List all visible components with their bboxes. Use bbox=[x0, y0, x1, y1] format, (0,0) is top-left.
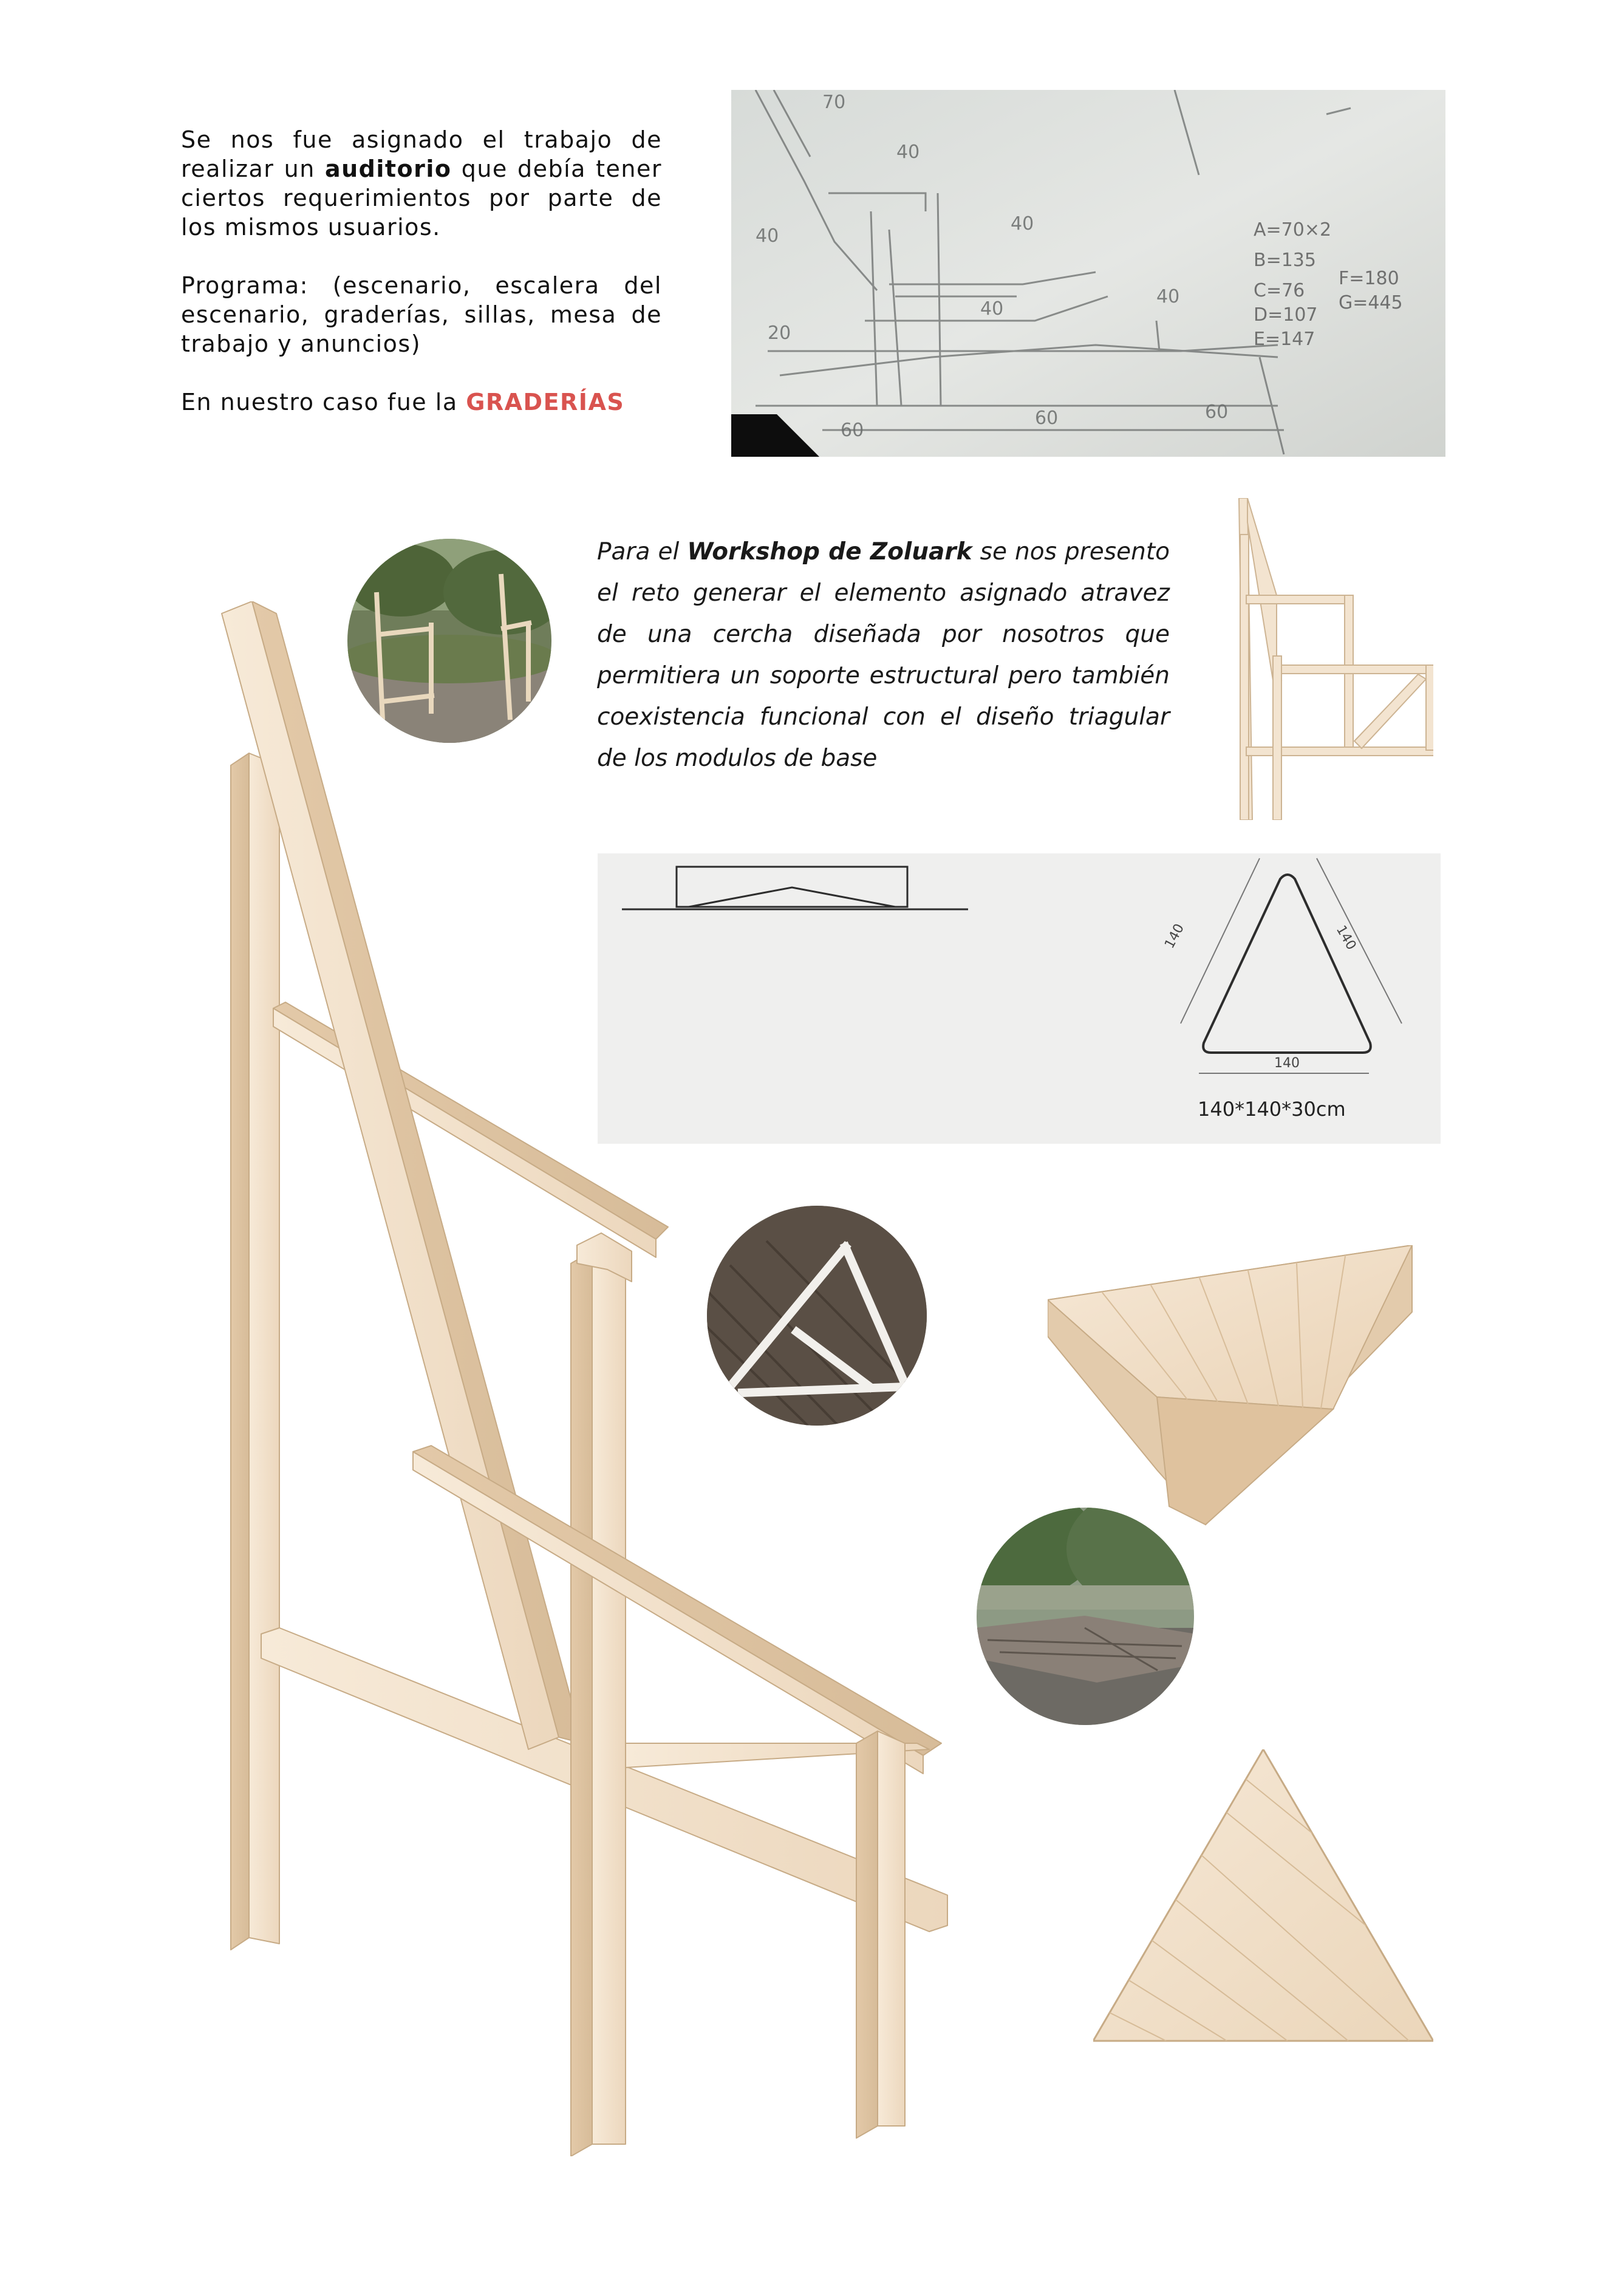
svg-text:F=180: F=180 bbox=[1339, 268, 1399, 289]
svg-text:140: 140 bbox=[1274, 1056, 1300, 1071]
svg-text:D=107: D=107 bbox=[1254, 304, 1318, 326]
intro-text bbox=[181, 125, 662, 446]
truss-elevation-render bbox=[1233, 498, 1433, 820]
photo-deck-modules bbox=[975, 1506, 1195, 1726]
auditorio-highlight: auditorio bbox=[324, 155, 452, 182]
svg-text:60: 60 bbox=[841, 420, 864, 441]
svg-text:B=135: B=135 bbox=[1254, 250, 1316, 271]
svg-text:20: 20 bbox=[768, 323, 791, 344]
wooden-truss-render bbox=[213, 601, 966, 2156]
intro-paragraph-case: En nuestro caso fue la GRADERÍAS bbox=[181, 389, 625, 415]
workshop-name: Workshop de Zoluark bbox=[687, 538, 972, 565]
triangle-module-plan-render bbox=[1093, 1749, 1433, 2047]
svg-text:E=147: E=147 bbox=[1254, 329, 1315, 350]
svg-text:C=76: C=76 bbox=[1254, 280, 1305, 301]
svg-text:70: 70 bbox=[822, 92, 846, 113]
svg-text:40: 40 bbox=[896, 142, 920, 163]
intro-paragraph-program: Programa: (escenario, escalera del escenario, graderías, sillas, mesa de trabajo y anuncios) bbox=[181, 272, 662, 357]
svg-text:40: 40 bbox=[1011, 213, 1034, 234]
graderias-highlight: GRADERÍAS bbox=[466, 389, 625, 415]
svg-text:40: 40 bbox=[756, 225, 779, 247]
module-dimensions-label: 140*140*30cm bbox=[1198, 1098, 1346, 1121]
svg-text:G=445: G=445 bbox=[1339, 292, 1403, 313]
hand-sketch-image bbox=[731, 90, 1445, 457]
svg-text:140: 140 bbox=[1332, 923, 1359, 953]
svg-text:140: 140 bbox=[1162, 921, 1188, 951]
svg-text:40: 40 bbox=[1156, 286, 1180, 307]
svg-text:60: 60 bbox=[1035, 408, 1059, 429]
svg-text:60: 60 bbox=[1205, 401, 1229, 423]
svg-text:40: 40 bbox=[980, 298, 1004, 319]
workshop-text: Para el Workshop de Zoluark se nos presento el reto generar el elemento asignado atravez de una cercha diseñada por nosotros que permitiera un soporte estructural pero también coexistencia funcional con el diseño triagular de los modulos de base bbox=[597, 538, 1170, 772]
triangle-module-perspective-render bbox=[1048, 1245, 1424, 1531]
intro-paragraph-assignment: Se nos fue asignado el trabajo de realizar un auditorio que debía tener ciertos requerimientos por parte de los mismos usuarios. bbox=[181, 126, 663, 241]
svg-text:A=70×2: A=70×2 bbox=[1254, 219, 1332, 241]
